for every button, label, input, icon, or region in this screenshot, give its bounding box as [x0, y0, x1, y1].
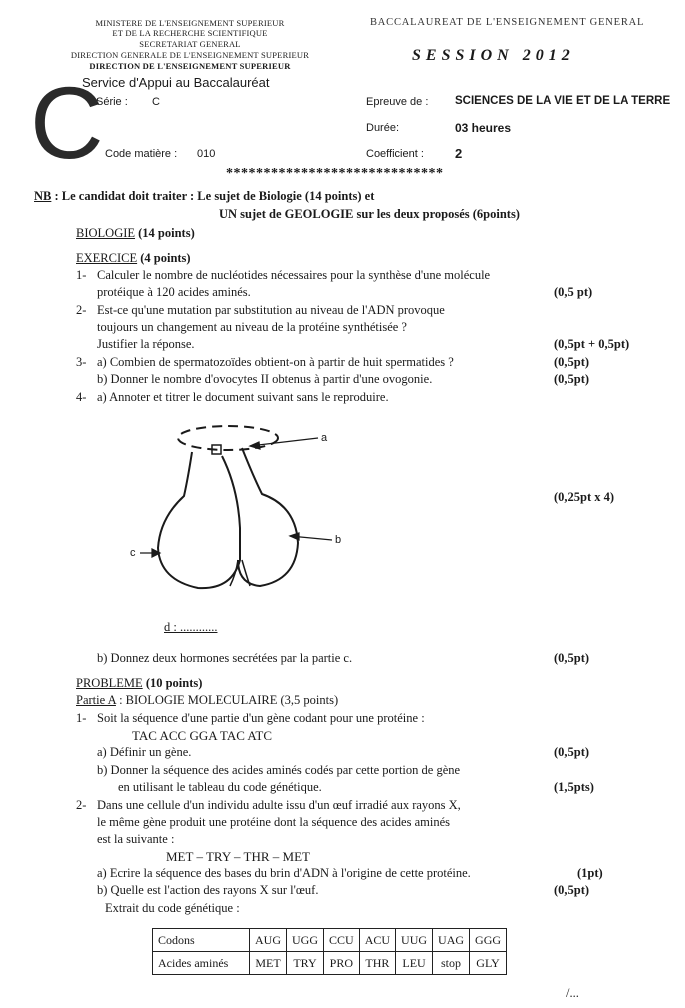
p1a-points: (0,5pt) — [554, 745, 590, 759]
left-lobe-outline — [158, 452, 240, 588]
p2-line-2: le même gène produit une protéine dont la séquence des acides aminés — [97, 815, 450, 829]
figure-label-c: c — [130, 547, 136, 559]
nb-line-2: UN sujet de GEOLOGIE sur les deux proposés (6points) — [219, 207, 520, 221]
nb-block — [34, 189, 374, 204]
probleme-points: (10 points) — [145, 676, 203, 690]
biologie-points: (14 points) — [138, 226, 195, 240]
p2a-text: a) Ecrire la séquence des bases du brin d'ADN à l'origine de cette protéine. — [97, 866, 471, 880]
table-cell: PRO — [324, 952, 360, 975]
p1-sequence: TAC ACC GGA TAC ATC — [132, 728, 272, 743]
q2-line-1: Est-ce qu'une mutation par substitution au niveau de l'ADN provoque — [97, 303, 445, 317]
q2-line-2: toujours un changement au niveau de la protéine synthétisée ? — [97, 320, 407, 334]
p1b-line-2: en utilisant le tableau du code génétique. — [118, 780, 322, 794]
biologie-title: BIOLOGIE — [76, 226, 136, 240]
q3b-points: (0,5pt) — [554, 372, 590, 386]
table-cell: UAG — [433, 929, 470, 952]
q4a-text: a) Annoter et titrer le document suivant sans le reproduire. — [97, 390, 389, 404]
coef-value: 2 — [455, 146, 463, 161]
ministry-line-1: MINISTERE DE L'ENSEIGNEMENT SUPERIEUR — [95, 18, 285, 28]
duree-label: Durée: — [366, 122, 400, 134]
p2-line-1: Dans une cellule d'un individu adulte issu d'un œuf irradié aux rayons X, — [97, 798, 461, 812]
p1-number: 1- — [76, 711, 87, 725]
p2b-text: b) Quelle est l'action des rayons X sur l'œuf. — [97, 883, 319, 897]
table-cell: Codons — [153, 929, 250, 952]
figure-label-a: a — [321, 432, 328, 444]
table-cell: GLY — [470, 952, 507, 975]
hypophysis-figure — [120, 418, 360, 608]
table-cell: CCU — [324, 929, 360, 952]
ministry-line-5: DIRECTION DE L'ENSEIGNEMENT SUPERIEUR — [89, 61, 291, 71]
q1-points: (0,5 pt) — [554, 285, 593, 299]
coef-label: Coefficient : — [366, 148, 424, 160]
exercice-title: EXERCICE — [76, 251, 138, 265]
epreuve-value: SCIENCES DE LA VIE ET DE LA TERRE — [455, 95, 671, 107]
table-row-codons — [153, 929, 507, 952]
q1-number: 1- — [76, 268, 87, 282]
table-cell: AUG — [250, 929, 287, 952]
probleme-title: PROBLEME — [76, 676, 143, 690]
q3a-text: a) Combien de spermatozoïdes obtient-on à partir de huit spermatides ? — [97, 355, 454, 369]
partA-heading — [76, 693, 338, 708]
p2-line-3: est la suivante : — [97, 832, 175, 846]
service-name: Service d'Appui au Baccalauréat — [82, 75, 270, 90]
p1b-points: (1,5pts) — [554, 780, 594, 794]
q3b-text: b) Donner le nombre d'ovocytes II obtenus à partir d'une ovogonie. — [97, 372, 433, 386]
dashed-ellipse-a — [178, 426, 278, 450]
partA-label: Partie A — [76, 693, 116, 707]
p1a-text: a) Définir un gène. — [97, 745, 192, 759]
stars-separator: ***************************** — [226, 166, 444, 181]
partA-title: : BIOLOGIE MOLECULAIRE (3,5 points) — [119, 693, 339, 707]
figure-points: (0,25pt x 4) — [554, 490, 615, 504]
exercice-heading — [76, 251, 191, 266]
ministry-line-3: SECRETARIAT GENERAL — [139, 39, 241, 49]
table-cell: UGG — [287, 929, 324, 952]
q4b-points: (0,5pt) — [554, 651, 590, 665]
p2-sequence: MET – TRY – THR – MET — [166, 849, 310, 864]
p1b-line-1: b) Donner la séquence des acides aminés codés par cette portion de gène — [97, 763, 461, 777]
nb-line-1: : Le candidat doit traiter : Le sujet de Biologie (14 points) et — [54, 189, 375, 203]
q1-line-2: protéique à 120 acides aminés. — [97, 285, 251, 299]
table-cell: THR — [359, 952, 395, 975]
q1-line-1: Calculer le nombre de nucléotides nécessaires pour la synthèse d'une molécule — [97, 268, 491, 282]
p2a-points: (1pt) — [577, 866, 603, 880]
table-cell: stop — [433, 952, 470, 975]
big-letter-logo: C — [30, 66, 104, 180]
session-title: SESSION 2012 — [412, 47, 575, 64]
extrait-label: Extrait du code génétique : — [105, 901, 240, 915]
q3-number: 3- — [76, 355, 87, 369]
table-cell: GGG — [470, 929, 507, 952]
nb-label: NB — [34, 189, 52, 203]
table-cell: MET — [250, 952, 287, 975]
q3a-points: (0,5pt) — [554, 355, 590, 369]
genetic-code-table — [152, 928, 507, 975]
ministry-line-4: DIRECTION GENERALE DE L'ENSEIGNEMENT SUPERIEUR — [70, 50, 310, 60]
serie-value: C — [152, 96, 160, 108]
table-cell: TRY — [287, 952, 324, 975]
p1-line-1: Soit la séquence d'une partie d'un gène codant pour une protéine : — [97, 711, 425, 725]
probleme-heading — [76, 676, 202, 691]
epreuve-label: Epreuve de : — [366, 96, 429, 108]
q4b-text: b) Donnez deux hormones secrétées par la partie c. — [97, 651, 353, 665]
code-label: Code matière : — [105, 148, 178, 160]
ministry-line-2: ET DE LA RECHERCHE SCIENTIFIQUE — [112, 28, 268, 38]
duree-value: 03 heures — [455, 121, 512, 135]
table-cell: Acides aminés — [153, 952, 250, 975]
right-lobe-outline — [238, 448, 298, 586]
table-cell: UUG — [396, 929, 433, 952]
p2b-points: (0,5pt) — [554, 883, 590, 897]
figure-label-b: b — [335, 534, 342, 546]
q2-line-3: Justifier la réponse. — [97, 337, 195, 351]
serie-label: Série : — [96, 96, 128, 108]
exam-title: BACCALAUREAT DE L'ENSEIGNEMENT GENERAL — [370, 17, 645, 28]
code-value: 010 — [197, 148, 216, 160]
q2-number: 2- — [76, 303, 87, 317]
biologie-heading — [76, 226, 195, 241]
table-cell: LEU — [396, 952, 433, 975]
q2-points: (0,5pt + 0,5pt) — [554, 337, 630, 351]
continue-marker: /... — [566, 986, 579, 1000]
exercice-points: (4 points) — [140, 251, 191, 265]
q4-number: 4- — [76, 390, 87, 404]
table-row-amino-acids — [153, 952, 507, 975]
figure-label-d: d : ............ — [164, 620, 218, 634]
p2-number: 2- — [76, 798, 87, 812]
table-cell: ACU — [359, 929, 395, 952]
